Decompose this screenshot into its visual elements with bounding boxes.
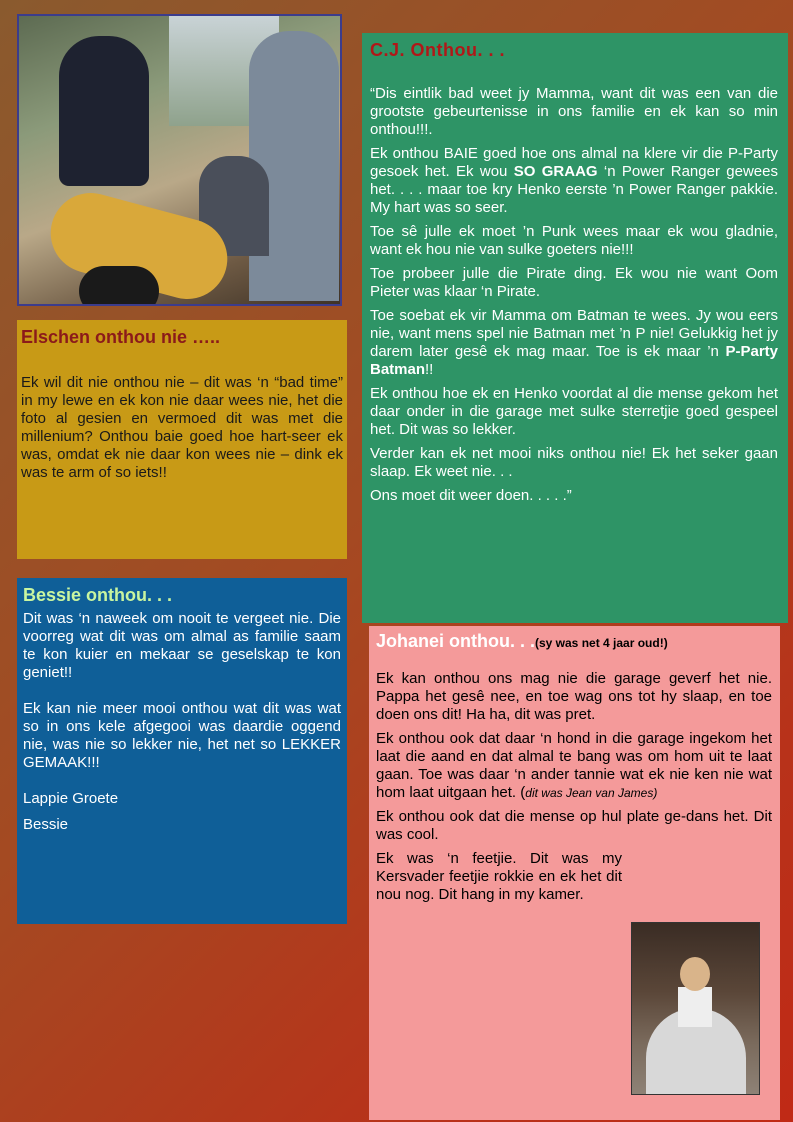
cj-paragraph: Ek onthou hoe ek en Henko voordat al die mense gekom het daar onder in die garage met sulke sterretjie goed gespeel het. Dit was so lekker. <box>370 385 778 438</box>
party-photo <box>17 14 342 306</box>
fairy-photo <box>631 922 760 1095</box>
cj-paragraph: Ons moet dit weer doen. . . . .” <box>370 487 572 504</box>
elschen-title: Elschen onthou nie ….. <box>21 327 221 347</box>
johanei-title: Johanei onthou. . .(sy was net 4 jaar oud!) <box>376 631 668 651</box>
bessie-paragraph: Ek kan nie meer mooi onthou wat dit was wat so in ons kele afgegooi was daardie oggend nie, was nie so lekker nie, het net so LEKKER GEMAAK!!! <box>23 700 341 771</box>
bessie-section <box>17 578 347 924</box>
elschen-paragraph: Ek wil dit nie onthou nie – dit was ‘n “bad time” in my lewe en ek kon nie daar wees nie, het die foto al gesien en vermoed dit was met die millenium? Onthou baie goed hoe hart-seer ek was, omdat ek nie daar kon wees nie – dink ek was te arm of so iets!! <box>21 374 343 481</box>
johanei-paragraph: Ek onthou ook dat die mense op hul plate ge-dans het. Dit was cool. <box>376 808 772 843</box>
johanei-paragraph: Ek was ‘n feetjie. Dit was my Kersvader feetjie rokkie en ek het dit nou nog. Dit hang in my kamer. <box>376 850 622 903</box>
johanei-subtitle: (sy was net 4 jaar oud!) <box>535 636 668 650</box>
cj-paragraph: Toe sê julle ek moet ’n Punk wees maar ek wou gladnie, want ek hou nie van sulke goeters nie!!! <box>370 223 778 258</box>
cj-paragraph: Toe probeer julle die Pirate ding. Ek wou nie want Oom Pieter was klaar ‘n Pirate. <box>370 265 778 300</box>
cj-paragraph: Ek onthou BAIE goed hoe ons almal na klere vir die P-Party gesoek het. Ek wou SO GRAAG ‘n Power Ranger gewees het. . . . maar toe kry Henko eerste ’n Power Ranger pakkie. My hart was so seer. <box>370 145 778 216</box>
cj-paragraph: Verder kan ek net mooi niks onthou nie! Ek het seker gaan slaap. Ek weet nie. . . <box>370 445 778 480</box>
cj-paragraph: “Dis eintlik bad weet jy Mamma, want dit was een van die grootste gebeurtenisse in ons familie en ek kan so min onthou!!!. <box>370 85 778 138</box>
cj-section <box>362 33 788 623</box>
bessie-greeting: Lappie Groete <box>23 790 119 807</box>
johanei-paragraph: Ek kan onthou ons mag nie die garage geverf het nie. Pappa het gesê nee, en toe wag ons tot hy slaap, en toe doen ons dit! Ha ha, dit was pret. <box>376 670 772 723</box>
cj-title: C.J. Onthou. . . <box>370 40 505 60</box>
cj-paragraph: Toe soebat ek vir Mamma om Batman te wees. Jy wou eers nie, want mens spel nie Batman met ’n P nie! Gelukkig het jy darem later gesê ek mag maar. Toe is ek maar ’n P-Party Batman!! <box>370 307 778 378</box>
elschen-section <box>17 320 347 559</box>
bessie-paragraph: Dit was ‘n naweek om nooit te vergeet nie. Die voorreg wat dit was om almal as familie saam te kon kuier en mekaar se geselskap te kon geniet!! <box>23 610 341 681</box>
bessie-signature: Bessie <box>23 816 69 833</box>
johanei-paragraph: Ek onthou ook dat daar ‘n hond in die garage ingekom het laat die aand en dat almal te bang was om hom uit te laat gaan. Toe was daar ‘n ander tannie wat ek nie ken nie wat hom laat uitgaan het. (dit was Jean van James) <box>376 730 772 801</box>
bessie-title: Bessie onthou. . . <box>23 585 173 605</box>
